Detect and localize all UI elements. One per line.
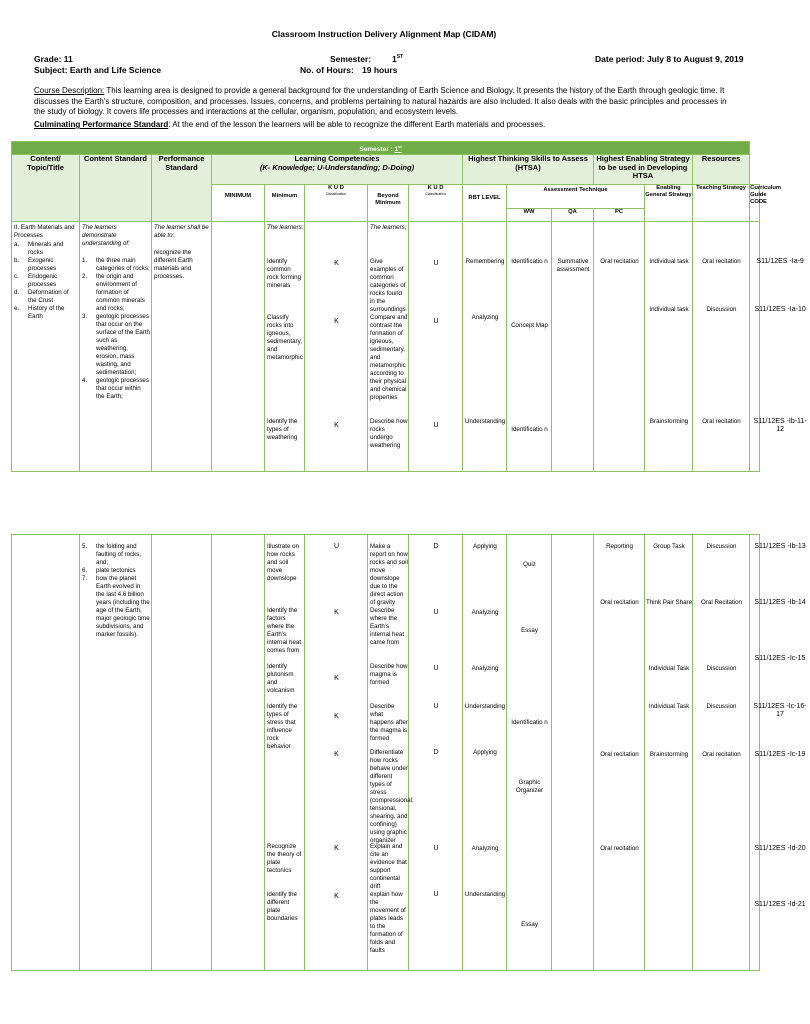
ww-cell — [507, 535, 552, 971]
kud-value: K — [334, 422, 339, 430]
kud-value: K — [334, 713, 339, 720]
grade-label: Grade: 11 — [34, 54, 73, 64]
enabling-general: Group Task — [653, 543, 685, 550]
curriculum-code: S11/12ES -Ic-19 — [754, 751, 806, 758]
teaching-strategy: Oral recitation — [702, 751, 741, 758]
kud-value: K — [334, 675, 339, 682]
topic-item: a. Minerals and rocks — [14, 241, 64, 257]
competency-beyond: Describe where the Earth's internal heat came from — [370, 607, 405, 646]
curriculum-code: S11/12ES -Id-21 — [754, 901, 806, 908]
curriculum-code-cell — [750, 535, 807, 971]
competency-minimum: Identify the factors where the Earth's internal heat comes from — [267, 607, 302, 654]
header-kud: K U D Classification — [305, 185, 368, 222]
content-standard-cell — [80, 222, 152, 472]
rbt-level: Analyzing — [471, 314, 499, 322]
cidam-table-part-1 — [11, 141, 807, 472]
rbt-level: Remembering — [465, 258, 505, 266]
course-description-text: This learning area is designed to provide a general background for the understanding of Earth Science and Biology. It presents the history of the Earth through geologic time. It discusses the Earth's structure, composition, and processes. Issues, concerns, and problems pertaining to natural hazards are also included. It also deals with the basic principles and processes in the study of biology. It covers life processes and interactions at the cellular, organism, population, and ecosystem levels. — [34, 86, 727, 116]
kud-value: K — [334, 751, 339, 758]
curriculum-code: S11/12ES -Ia-9 — [756, 258, 804, 266]
header-beyond-minimum: Beyond Minimum — [368, 185, 409, 222]
kud-value: K — [334, 318, 339, 326]
rbt-level: Understanding — [464, 891, 506, 898]
topic-title: II. Earth Materials and Processes — [14, 224, 75, 240]
pc-value: Reporting — [606, 543, 633, 550]
header-kud-2: K U D Classification — [409, 185, 463, 222]
pc-value: Oral recitation — [600, 599, 639, 606]
ww-value: Concept Map — [511, 322, 548, 330]
competency-beyond: Describe how magma is formed — [370, 663, 408, 686]
kud-cell — [305, 222, 368, 472]
teaching-strategy-cell — [693, 535, 750, 971]
pc-value: Oral recitation — [600, 258, 639, 266]
rbt-level: Applying — [473, 749, 497, 756]
header-enabling-strategy: Highest Enabling Strategy to be used in Developing HTSA — [594, 155, 693, 185]
enabling-general-cell — [645, 535, 693, 971]
document-title: Classroom Instruction Delivery Alignment Map (CIDAM) — [271, 29, 497, 39]
rbt-level: Analyzing — [471, 665, 499, 672]
kud-value: U — [433, 422, 439, 430]
rbt-level: Analyzing — [471, 845, 499, 852]
curriculum-code: S11/12ES -Ic-15 — [754, 655, 806, 662]
competency-beyond: Make a report on how rocks and soil move downslope due to the direct action of gravity — [370, 543, 408, 606]
curriculum-code: S11/12ES -Ia-10 — [754, 306, 806, 314]
rbt-level: Applying — [473, 543, 497, 550]
ww-value: Identificatio n — [511, 426, 548, 434]
content-standard-item: 6. plate tectonics — [82, 567, 136, 574]
qa-value: Summative assessment — [556, 258, 590, 274]
performance-standard-cell — [152, 535, 212, 971]
kud-value: D — [433, 543, 439, 550]
competency-minimum: Identify common rock forming minerals — [267, 258, 302, 290]
teaching-strategy-cell — [693, 222, 750, 472]
kud-value: K — [334, 893, 339, 900]
course-description — [34, 86, 736, 118]
culminating-label: Culminating Performance Standard — [34, 120, 169, 129]
enabling-general: Individual Task — [648, 665, 690, 672]
header-learning-competencies: Learning Competencies (K- Knowledge; U-Understanding; D-Doing) — [212, 155, 463, 185]
culminating-standard — [34, 120, 736, 131]
performance-standard-intro: The learner shall be able to: — [154, 224, 209, 240]
curriculum-code: S11/12ES -Ic-16-17 — [753, 703, 807, 718]
header-minimum-caps: MINIMUM — [212, 185, 265, 222]
pc-value: Oral recitation — [600, 751, 639, 758]
enabling-general: Individual Task — [648, 703, 690, 710]
header-content-topic: Content/ Topic/Title — [12, 155, 80, 222]
header-resources: Resources — [693, 155, 750, 185]
minimum-caps-cell — [212, 222, 265, 472]
semester-label: Semester: — [330, 54, 372, 64]
competency-minimum: Identify plutonism and volcanism — [267, 663, 295, 694]
kud-value: K — [334, 260, 339, 268]
content-standard-intro: The learners demonstrate understanding of: — [82, 224, 130, 248]
content-standard-item: 5. the folding and faulting of rocks, and; — [82, 543, 142, 566]
kud-value: U — [333, 543, 340, 550]
competency-minimum-cell — [265, 535, 305, 971]
date-period: Date period: July 8 to August 9, 2019 — [595, 54, 744, 64]
competency-minimum: Recognize the theory of plate tectonics — [267, 843, 302, 874]
content-standard-item: 1. the three main categories of rocks; — [82, 257, 150, 273]
header-pc: PC — [594, 209, 645, 222]
teaching-strategy: Discussion — [706, 306, 737, 314]
topic-cell — [12, 222, 80, 472]
topic-item: b. Exogenic processes — [14, 257, 57, 273]
kud-value: U — [433, 891, 439, 898]
content-standard-item: 7. how the planet Earth evolved in the last 4.6 billion years (including the age of the Earth, major geologic time subdivisions, and marker fossils). — [82, 575, 150, 638]
header-enabling-general: Enabling General Strategy — [645, 185, 693, 222]
enabling-general-cell — [645, 222, 693, 472]
competency-beyond: Describe what happens after the magma is formed — [370, 703, 408, 742]
header-performance-standard: Performance Standard — [152, 155, 212, 222]
curriculum-code: S11/12ES -Ib-14 — [754, 599, 806, 606]
enabling-general: Brainstorming — [649, 418, 689, 426]
culminating-text: : At the end of the lesson the learners will be able to recognize the different Earth materials and processes. — [168, 120, 546, 129]
pc-cell — [594, 222, 645, 472]
enabling-general: Brainstorming — [649, 751, 689, 758]
kud2-cell — [409, 535, 463, 971]
enabling-general: Individual task — [649, 306, 689, 314]
header-curriculum-guide: Curriculum Guide CODE — [750, 185, 760, 222]
rbt-level: Understanding — [464, 418, 506, 426]
topic-item: c. Endogenic processes — [14, 273, 58, 289]
pc-value: Oral recitation — [600, 845, 639, 852]
header-assessment-technique: Assessment Technique — [507, 185, 645, 209]
rbt-level: Analyzing — [471, 609, 499, 616]
competency-minimum-cell — [265, 222, 305, 472]
competency-beyond: Describe how rocks undergo weathering — [370, 418, 408, 450]
content-standard-item: 3. geologic processes that occur on the surface of the Earth such as weathering, erosion, mass wasting, and sedimentation; — [82, 313, 150, 377]
ww-value: Identificatio n — [511, 719, 548, 726]
competency-minimum: identify the different plate boundaries — [267, 891, 298, 922]
competency-minimum: Identify the types of weathering — [267, 418, 298, 442]
competency-beyond: Give examples of common categories of rocks found in the surroundings — [370, 258, 406, 314]
header-content-standard: Content Standard — [80, 155, 152, 222]
qa-cell — [552, 222, 594, 472]
topic-cell — [12, 535, 80, 971]
minimum-caps-cell — [212, 535, 265, 971]
teaching-strategy: Discussion — [706, 665, 737, 672]
kud-cell — [305, 535, 368, 971]
ww-value: Essay — [521, 627, 538, 634]
topic-item: d. Deformation of the Crust — [14, 289, 69, 305]
header-htsa: Highest Thinking Skills to Assess (HTSA) — [463, 155, 594, 185]
teaching-strategy: Oral Recitation — [701, 599, 742, 606]
competency-minimum: Classify rocks into igneous, sedimentary, and metamorphic — [267, 314, 303, 362]
curriculum-code: S11/12ES -Id-20 — [754, 845, 806, 852]
content-standard-item: 4. geologic processes that occur within the Earth; — [82, 377, 149, 401]
qa-cell — [552, 535, 594, 971]
curriculum-code-cell — [750, 222, 807, 472]
ww-value: Identificatio n — [511, 258, 548, 266]
enabling-general: Individual task — [649, 258, 689, 266]
competency-intro: The learners; — [370, 224, 407, 232]
header-qa: QA — [552, 209, 594, 222]
ww-value: Quiz — [523, 561, 536, 568]
competency-beyond-cell — [368, 535, 414, 971]
kud-value: U — [433, 609, 439, 616]
course-description-label: Course Description: — [34, 86, 105, 95]
performance-standard-text: recognize the different Earth materials and processes. — [154, 249, 193, 281]
competency-beyond: Explain and cite an evidence that support continental drift — [370, 843, 407, 890]
kud-value: U — [433, 318, 439, 326]
competency-beyond: Compare and contrast the formation of igneous, sedimentary, and metamorphic according to their physical and chemical properties — [370, 314, 408, 402]
performance-standard-cell — [152, 222, 212, 472]
competency-beyond: Differentiate how rocks behave under different types of stress (compressional, tensional, shearing, and confining) using graphic organizer — [370, 749, 414, 844]
competency-minimum: Illustrate on how rocks and soil move downslope — [267, 543, 299, 582]
ww-cell — [507, 222, 552, 472]
rbt-level: Understanding — [464, 703, 506, 710]
header-ww: WW — [507, 209, 552, 222]
kud-value: U — [433, 260, 439, 268]
hours-value: 19 hours — [362, 65, 398, 75]
competency-beyond-cell — [368, 222, 409, 472]
kud-value: U — [433, 845, 439, 852]
pc-cell — [594, 535, 645, 971]
competency-minimum: Identify the types of stress that influence rock behavior — [267, 703, 298, 750]
semester-value: 1ST — [392, 54, 404, 64]
semester-banner: Semester : 1st — [12, 142, 750, 155]
header-teaching-strategy: Teaching Strategy — [693, 185, 750, 222]
rbt-cell — [463, 222, 507, 472]
hours-label: No. of Hours: — [300, 65, 354, 75]
content-standard-cell — [80, 535, 152, 971]
content-standard-item: 2. the origin and environment of formation of common minerals and rocks; — [82, 273, 145, 313]
kud-value: U — [433, 703, 439, 710]
rbt-cell — [463, 535, 507, 971]
kud-value: D — [433, 749, 439, 756]
teaching-strategy: Discussion — [706, 543, 737, 550]
curriculum-code: S11/12ES -Ib-13 — [754, 543, 806, 550]
ww-value: Graphic Organizer — [515, 779, 544, 794]
teaching-strategy: Discussion — [706, 703, 737, 710]
kud-value: K — [334, 609, 339, 616]
kud-value: K — [334, 845, 339, 852]
ww-value: Essay — [521, 921, 538, 928]
competency-intro: The learners; — [267, 224, 304, 232]
teaching-strategy: Oral recitation — [702, 258, 741, 266]
subject-label: Subject: Earth and Life Science — [34, 65, 162, 75]
kud2-cell — [409, 222, 463, 472]
enabling-general: Think Pair Share — [645, 599, 693, 606]
competency-beyond: explain how the movement of plates leads to the formation of folds and faults — [370, 891, 406, 954]
header-minimum: Minimum — [265, 185, 305, 222]
topic-item: e. History of the Earth — [14, 305, 65, 321]
curriculum-code: S11/12ES -Ib-11-12 — [753, 418, 807, 434]
cidam-table-part-2 — [11, 534, 807, 971]
teaching-strategy: Oral recitation — [702, 418, 741, 426]
kud-value: U — [433, 665, 439, 672]
header-rbt-level: RBT LEVEL — [463, 185, 507, 222]
